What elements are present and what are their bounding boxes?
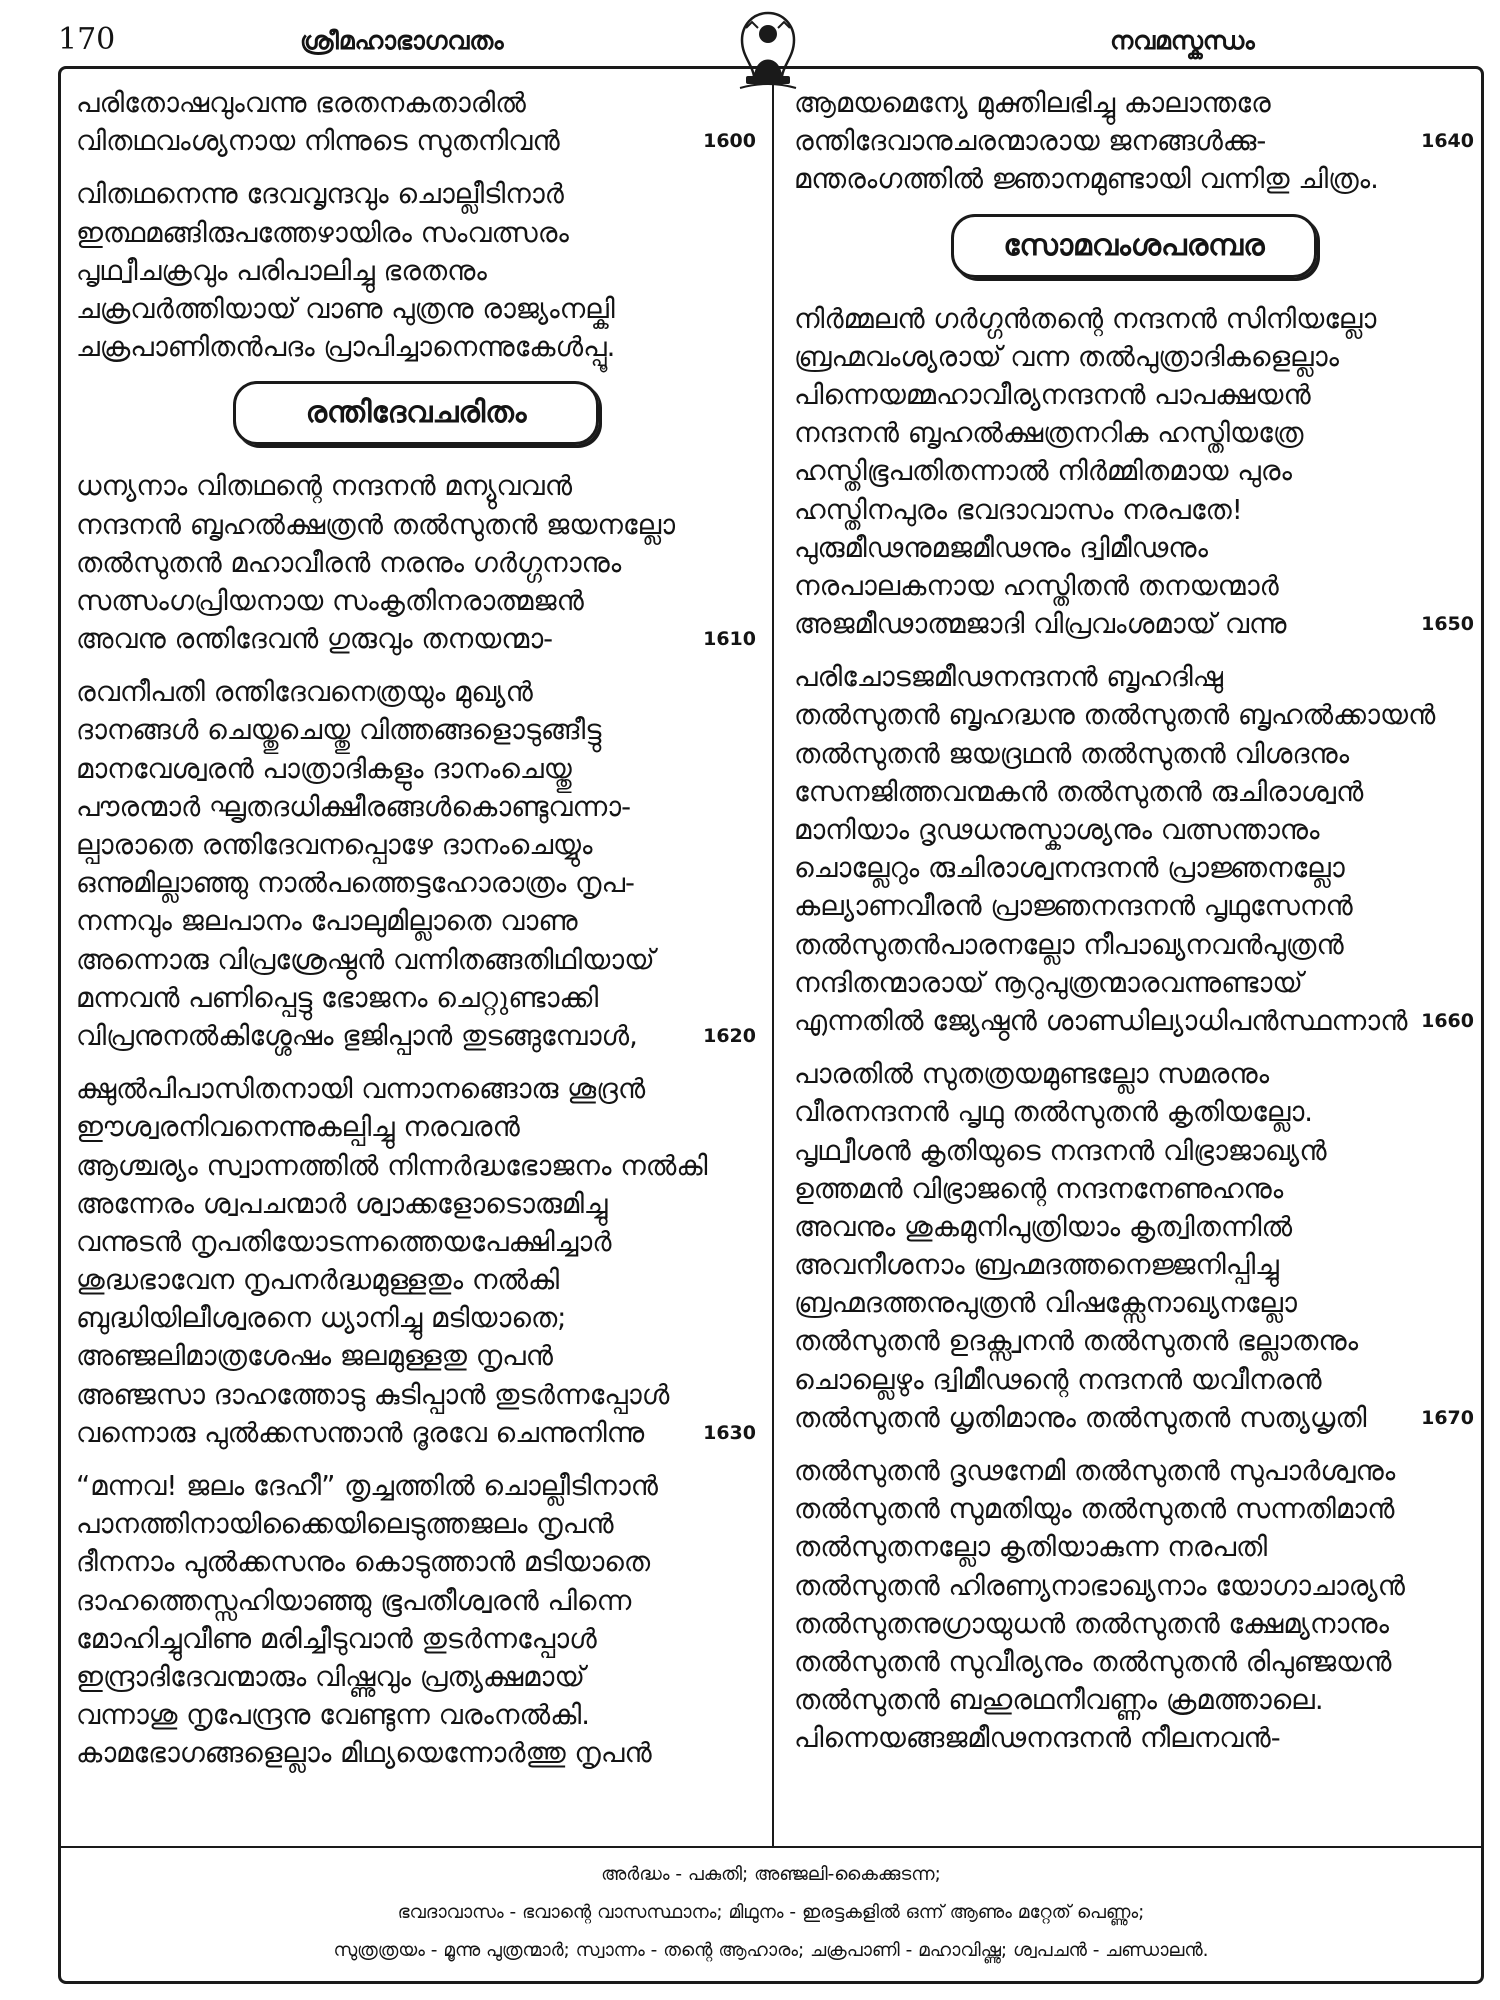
verse-text: തൽസുതനല്ലോ കൃതിയാകുന്ന നരപതി <box>794 1531 1268 1564</box>
verse-line <box>794 1093 1474 1131</box>
verse-line <box>76 1223 756 1261</box>
verse-stanza <box>76 673 756 1055</box>
column-divider <box>772 68 774 1848</box>
verse-line <box>76 750 756 788</box>
verse-line <box>794 84 1474 122</box>
verse-line <box>794 1208 1474 1246</box>
verse-text: അന്നേരം ശ്വപചന്മാർ ശ്വാക്കളോടൊരുമിച്ചു <box>76 1187 608 1220</box>
verse-text: അഞ്ജലിമാത്രശേഷം ജലമുള്ളതു നൃപൻ <box>76 1340 553 1373</box>
verse-text: തൽസുതൻ ബൃഹദ്ധനു തൽസുതൻ ബൃഹൽക്കായൻ <box>794 699 1436 732</box>
verse-line <box>76 620 756 658</box>
verse-line <box>794 338 1474 376</box>
verse-line <box>794 887 1474 925</box>
verse-line <box>794 773 1474 811</box>
verse-line <box>76 1582 756 1620</box>
verse-text: ദാഹത്തെസ്സഹിയാഞ്ഞു ഭൂപതീശ്വരൻ പിന്നെ <box>76 1584 632 1617</box>
verse-line <box>794 1246 1474 1284</box>
verse-text: പരിചോടജമീഢനന്ദനൻ ബൃഹദിഷു <box>794 661 1223 694</box>
verse-stanza <box>794 1055 1474 1437</box>
verse-text: പാനത്തിനായിക്കൈയിലെടുത്തജലം നൃപൻ <box>76 1508 614 1541</box>
verse-line <box>76 544 756 582</box>
line-number: 1600 <box>703 130 756 153</box>
line-number: 1650 <box>1421 613 1474 636</box>
verse-line <box>76 1543 756 1581</box>
verse-text: ചൊല്ലെഴും ദ്വിമീഢന്റെ നന്ദനൻ യവീനരൻ <box>794 1363 1322 1396</box>
verse-line <box>76 979 756 1017</box>
verse-text: കാമഭോഗങ്ങളെല്ലാം മിഥ്യയെന്നോർത്തു നൃപൻ <box>76 1737 652 1770</box>
verse-line <box>794 1681 1474 1719</box>
verse-line <box>76 1108 756 1146</box>
verse-line <box>794 160 1474 198</box>
left-column <box>76 84 756 1788</box>
verse-line <box>76 1658 756 1696</box>
verse-text: അഞ്ജസാ ദാഹത്തോടു കുടിപ്പാൻ തുടർന്നപ്പോൾ <box>76 1378 670 1411</box>
verse-line <box>76 1147 756 1185</box>
verse-text: ഹസ്തിഭൂപതിതന്നാൽ നിർമ്മിതമായ പുരം <box>794 455 1292 488</box>
verse-line <box>76 673 756 711</box>
verse-text: ക്ഷുൽപിപാസിതനായി വന്നാനങ്ങൊരു ശൂദ്രൻ <box>76 1073 646 1106</box>
line-number: 1660 <box>1421 1009 1474 1032</box>
verse-text: വന്നാശു നൃപേന്ദ്രനു വേണ്ടുന്ന വരംനൽകി. <box>76 1699 590 1732</box>
verse-text: ല്പാരാതെ രന്തിദേവനപ്പൊഴേ ദാനംചെയ്യും <box>76 829 593 861</box>
verse-text: അവനു രന്തിദേവൻ ഗുരുവും തനയന്മാ- <box>76 623 554 656</box>
verse-text: ശുദ്ധഭാവേന നൃപനർദ്ധമുള്ളതും നൽകി <box>76 1264 560 1297</box>
verse-text: തൽസുതൻപാരനല്ലോ നീപാഖ്യനവൻപുത്രൻ <box>794 928 1344 961</box>
verse-text: മന്നവൻ പണിപ്പെട്ടു ഭോജനം ചെറ്റുണ്ടാക്കി <box>76 981 599 1014</box>
glossary-line: അർദ്ധം - പകുതി; അഞ്ജലി-കൈക്കുടന്ന; <box>601 1864 941 1885</box>
verse-text: പൃഥ്വീചക്രവും പരിപാലിച്ചു ഭരതനും <box>76 254 487 287</box>
verse-text: ഉത്തമൻ വിഭ്രാജന്റെ നന്ദനനേണുഹനും <box>794 1172 1284 1205</box>
verse-text: തൽസുതൻ സുമതിയും തൽസുതൻ സന്നതിമാൻ <box>794 1493 1395 1526</box>
verse-stanza <box>76 84 756 160</box>
verse-text: അവനും ശുകമുനിപുത്രിയാം കൃത്വിതന്നിൽ <box>794 1210 1293 1243</box>
verse-text: “മന്നവ! ജലം ദേഹീ” തൃച്ചത്തിൽ ചൊല്ലീടിനാൻ <box>76 1470 658 1502</box>
verse-text: വീരനന്ദനൻ പൃഥു തൽസുതൻ കൃതിയല്ലോ. <box>794 1096 1313 1129</box>
verse-line <box>794 376 1474 414</box>
verse-line <box>794 491 1474 529</box>
verse-line <box>76 1337 756 1375</box>
verse-text: രന്തിദേവാനുചരന്മാരായ ജനങ്ങൾക്കു- <box>794 125 1267 158</box>
verse-text: ചക്രവർത്തിയായ് വാണു പുത്രനു രാജ്യംനല്കി <box>76 292 615 325</box>
verse-line <box>76 826 756 864</box>
verse-text: തൽസുതൻ സുവീര്യനും തൽസുതൻ രിപുഞ്ജയൻ <box>794 1645 1392 1678</box>
verse-text: നന്ദനൻ ബൃഹൽക്ഷത്രൻ തൽസുതൻ ജയനല്ലോ <box>76 508 676 541</box>
verse-text: രവനീപതി രന്തിദേവനെത്രയും മുഖ്യൻ <box>76 676 533 709</box>
verse-line <box>76 902 756 940</box>
verse-text: നന്ദിതന്മാരായ് നൂറുപുത്രന്മാരവന്നുണ്ടായ് <box>794 966 1303 999</box>
verse-line <box>794 1284 1474 1322</box>
verse-line <box>794 1170 1474 1208</box>
verse-text: ഒന്നുമില്ലാഞ്ഞു നാൽപത്തെട്ടഹോരാത്രം നൃപ- <box>76 867 635 900</box>
line-number: 1670 <box>1421 1406 1474 1429</box>
verse-line <box>794 1567 1474 1605</box>
line-number: 1610 <box>703 628 756 651</box>
verse-text: ഹസ്തിനപുരം ഭവദാവാസം നരപതേ! <box>794 493 1243 526</box>
verse-line <box>76 1620 756 1658</box>
verse-text: തൽസുതൻ ഹിരണ്യനാഭാഖ്യനാം യോഗാചാര്യൻ <box>794 1569 1405 1602</box>
verse-line <box>794 1055 1474 1093</box>
verse-text: തൽസുതനുഗ്രായുധൻ തൽസുതൻ ക്ഷേമ്യനാനും <box>794 1607 1390 1640</box>
line-number: 1620 <box>703 1024 756 1047</box>
verse-stanza <box>794 84 1474 199</box>
verse-line <box>794 1452 1474 1490</box>
verse-text: തൽസുതൻ ബഹുരഥനീവണ്ണം ക്രമത്താലെ. <box>794 1684 1324 1717</box>
verse-line <box>76 1505 756 1543</box>
verse-line <box>794 1643 1474 1681</box>
verse-line <box>76 1017 756 1055</box>
verse-line <box>794 1605 1474 1643</box>
verse-line <box>76 506 756 544</box>
page-number: 170 <box>58 22 116 57</box>
verse-line <box>794 605 1474 643</box>
verse-line <box>794 926 1474 964</box>
verse-text: ഇന്ദ്രാദിദേവന്മാരും വിഷ്ണുവും പ്രത്യക്ഷമായ് <box>76 1660 585 1693</box>
glossary-line: ഭവദാവാസം - ഭവാന്റെ വാസസ്ഥാനം; മിഥുനം - ഇരട്ടകളിൽ ഒന്ന് ആണും മറ്റേത് പെണ്ണും; <box>397 1902 1145 1923</box>
running-head-section-title: നവമസ്കന്ധം <box>1110 26 1255 55</box>
verse-text: ബുദ്ധിയിലീശ്വരനെ ധ്യാനിച്ചു മടിയാതെ; <box>76 1302 567 1335</box>
verse-text: ഇത്ഥമങ്ങിരുപത്തേഴായിരം സംവത്സരം <box>76 216 569 249</box>
section-heading-somavamsha-parampara: സോമവംശപരമ്പര <box>951 214 1317 278</box>
verse-line <box>76 175 756 213</box>
verse-text: മന്തരംഗത്തിൽ ജ്ഞാനമുണ്ടായി വന്നിതു ചിത്രം. <box>794 163 1379 196</box>
line-number: 1630 <box>703 1421 756 1444</box>
verse-line <box>794 964 1474 1002</box>
verse-text: അജമീഢാത്മജാദി വിപ്രവംശമായ് വന്നു <box>794 608 1287 641</box>
verse-line <box>76 84 756 122</box>
verse-line <box>76 1414 756 1452</box>
verse-line <box>76 1734 756 1772</box>
verse-text: പരിതോഷവുംവന്നു ഭരതനകതാരിൽ <box>76 87 526 119</box>
verse-text: മാനിയാം ദൃഢധനുസ്കാശ്യനും വത്സന്താനും <box>794 814 1320 846</box>
verse-text: പിന്നെയങ്ങജമീഢനന്ദനൻ നീലനവൻ- <box>794 1722 1281 1755</box>
verse-text: ദാനങ്ങൾ ചെയ്തുചെയ്തു വിത്തങ്ങളൊടുങ്ങീട്ടു <box>76 714 602 747</box>
verse-line <box>794 1132 1474 1170</box>
verse-text: കല്യാണവീരൻ പ്രാജ്ഞനന്ദനൻ പൃഥുസേനൻ <box>794 890 1353 923</box>
verse-line <box>76 788 756 826</box>
verse-line <box>794 735 1474 773</box>
verse-text: തൽസുതൻ ജയദ്രഥൻ തൽസുതൻ വിശദനും <box>794 737 1350 770</box>
verse-stanza <box>76 175 756 366</box>
verse-stanza <box>76 467 756 658</box>
right-column <box>794 84 1474 1773</box>
verse-text: നരപാലകനായ ഹസ്തിതൻ തനയന്മാർ <box>794 569 1279 602</box>
verse-text: നന്ദനൻ ബൃഹൽക്ഷത്രനറിക ഹസ്തിയത്രേ <box>794 417 1304 450</box>
verse-line <box>794 1719 1474 1757</box>
verse-text: വന്നുടൻ നൃപതിയോടന്നത്തെയപേക്ഷിച്ചാർ <box>76 1225 612 1258</box>
verse-line <box>794 300 1474 338</box>
verse-text: തൽസുതൻ ധൃതിമാനും തൽസുതൻ സത്യധൃതി <box>794 1401 1367 1434</box>
verse-line <box>794 1528 1474 1566</box>
verse-text: പാരതിൽ സുതത്രയമുണ്ടല്ലോ സമരനും <box>794 1058 1270 1091</box>
verse-text: വിതഥവംശ്യനായ നിന്നുടെ സുതനിവൻ <box>76 125 560 158</box>
verse-line <box>794 452 1474 490</box>
verse-line <box>76 1261 756 1299</box>
verse-line <box>76 1376 756 1414</box>
verse-text: ഈശ്വരനിവനെന്നുകല്പിച്ചു നരവരൻ <box>76 1111 520 1144</box>
verse-text: ബ്രഹ്മദത്തനുപുത്രൻ വിഷക്സേനാഖ്യനല്ലോ <box>794 1287 1297 1320</box>
verse-stanza <box>76 1467 756 1773</box>
verse-line <box>794 696 1474 734</box>
verse-stanza <box>76 1070 756 1452</box>
verse-line <box>794 414 1474 452</box>
verse-line <box>794 1322 1474 1360</box>
verse-text: എന്നതിൽ ജ്യേഷ്ഠൻ ശാണ്ഡില്യാധിപൻസ്ഥന്നാൻ <box>794 1004 1408 1037</box>
verse-text: പിന്നെയമ്മഹാവീര്യനന്ദനൻ പാപക്ഷയൻ <box>794 378 1311 411</box>
verse-line <box>794 529 1474 567</box>
verse-stanza <box>794 300 1474 644</box>
verse-line <box>76 467 756 505</box>
verse-line <box>76 1070 756 1108</box>
verse-text: ചൊല്ലേറും രുചിരാശ്വനന്ദനൻ പ്രാജ്ഞനല്ലോ <box>794 852 1345 885</box>
verse-line <box>76 864 756 902</box>
verse-text: പൃഥ്വീശൻ കൃതിയുടെ നന്ദനൻ വിഭ്രാജാഖ്യൻ <box>794 1134 1327 1167</box>
verse-text: വിതഥനെന്നു ദേവവൃന്ദവും ചൊല്ലീടിനാർ <box>76 178 564 211</box>
verse-line <box>794 1490 1474 1528</box>
verse-text: ആശ്ചര്യം സ്വാന്നത്തിൽ നിന്നർദ്ധഭോജനം നൽകി <box>76 1149 708 1182</box>
section-heading-ranthideva-charitham: രന്തിദേവചരിതം <box>233 381 599 445</box>
running-head-book-title: ശ്രീമഹാഭാഗവതം <box>300 26 504 55</box>
verse-line <box>76 1467 756 1505</box>
verse-text: ചക്രപാണിതൻപദം പ്രാപിച്ചാനെന്നുകേൾപ്പൂ. <box>76 331 616 364</box>
verse-line <box>794 567 1474 605</box>
verse-text: സത്സംഗപ്രിയനായ സംകൃതിനരാത്മജൻ <box>76 584 584 617</box>
verse-text: ദീനനാം പുൽക്കസനും കൊടുത്താൻ മടിയാതെ <box>76 1546 651 1579</box>
verse-text: ആമയമെന്യേ മുക്തിലഭിച്ചു കാലാന്തരേ <box>794 87 1271 119</box>
verse-text: അന്നൊരു വിപ്രശ്രേഷ്ഠൻ വന്നിതങ്ങതിഥിയായ് <box>76 943 655 976</box>
verse-text: നന്നവും ജലപാനം പോലുമില്ലാതെ വാണു <box>76 905 578 938</box>
verse-text: പുരുമീഢനുമജമീഢനും ദ്വിമീഢനും <box>794 531 1209 564</box>
verse-line <box>794 849 1474 887</box>
verse-text: ബ്രഹ്മവംശ്യരായ് വന്ന തൽപുത്രാദികളെല്ലാം <box>794 340 1340 373</box>
verse-line <box>76 1299 756 1337</box>
verse-text: പൗരന്മാർ ഘൃതദധിക്ഷീരങ്ങൾകൊണ്ടുവന്നാ- <box>76 790 632 823</box>
verse-text: തൽസുതൻ ഉദക്സ്വനൻ തൽസുതൻ ഭല്ലാതനും <box>794 1325 1359 1358</box>
verse-text: മാനവേശ്വരൻ പാത്രാദികളും ദാനംചെയ്തു <box>76 752 572 785</box>
verse-line <box>76 711 756 749</box>
verse-text: തൽസുതൻ മഹാവീരൻ നരനും ഗർഗ്ഗനാനും <box>76 546 622 579</box>
glossary-footnotes <box>64 1856 1478 1970</box>
verse-text: തൽസുതൻ ദൃഢനേമി തൽസുതൻ സുപാർശ്വനും <box>794 1455 1396 1487</box>
glossary-divider <box>60 1846 1482 1848</box>
verse-text: സേനജിത്തവന്മകൻ തൽസുതൻ രുചിരാശ്വൻ <box>794 775 1364 808</box>
verse-stanza <box>794 658 1474 1040</box>
verse-text: നിർമ്മലൻ ഗർഗ്ഗൻതന്റെ നന്ദനൻ സിനിയല്ലോ <box>794 302 1377 335</box>
verse-line <box>794 1361 1474 1399</box>
verse-line <box>76 290 756 328</box>
verse-line <box>794 1399 1474 1437</box>
verse-line <box>794 811 1474 849</box>
verse-line <box>794 658 1474 696</box>
verse-line <box>76 1696 756 1734</box>
verse-line <box>76 1185 756 1223</box>
verse-text: മോഹിച്ചുവീണു മരിച്ചീടുവാൻ തുടർന്നപ്പോൾ <box>76 1622 597 1655</box>
verse-text: വിപ്രനുനൽകിശ്ശേഷം ഭുജിപ്പാൻ തുടങ്ങുമ്പോൾ, <box>76 1019 638 1052</box>
verse-line <box>76 582 756 620</box>
glossary-line: സുത്രത്രയം - മൂന്നു പുത്രന്മാർ; സ്വാന്നം - തന്റെ ആഹാരം; ചക്രപാണി - മഹാവിഷ്ണു; ശ്വപചൻ - ചണ്ഡാലൻ. <box>333 1940 1209 1961</box>
verse-line <box>76 328 756 366</box>
verse-line <box>76 122 756 160</box>
verse-line <box>794 122 1474 160</box>
verse-stanza <box>794 1452 1474 1758</box>
verse-line <box>76 941 756 979</box>
verse-line <box>76 252 756 290</box>
verse-text: വന്നൊരു പുൽക്കസന്താൻ ദൂരവേ ചെന്നുനിന്നു <box>76 1416 645 1449</box>
verse-line <box>76 214 756 252</box>
line-number: 1640 <box>1421 130 1474 153</box>
verse-text: ധന്യനാം വിതഥന്റെ നന്ദനൻ മന്യുവവൻ <box>76 470 573 503</box>
verse-text: അവനീശനാം ബ്രഹ്മദത്തനെജ്ജനിപ്പിച്ചു <box>794 1249 1279 1282</box>
verse-line <box>794 1002 1474 1040</box>
